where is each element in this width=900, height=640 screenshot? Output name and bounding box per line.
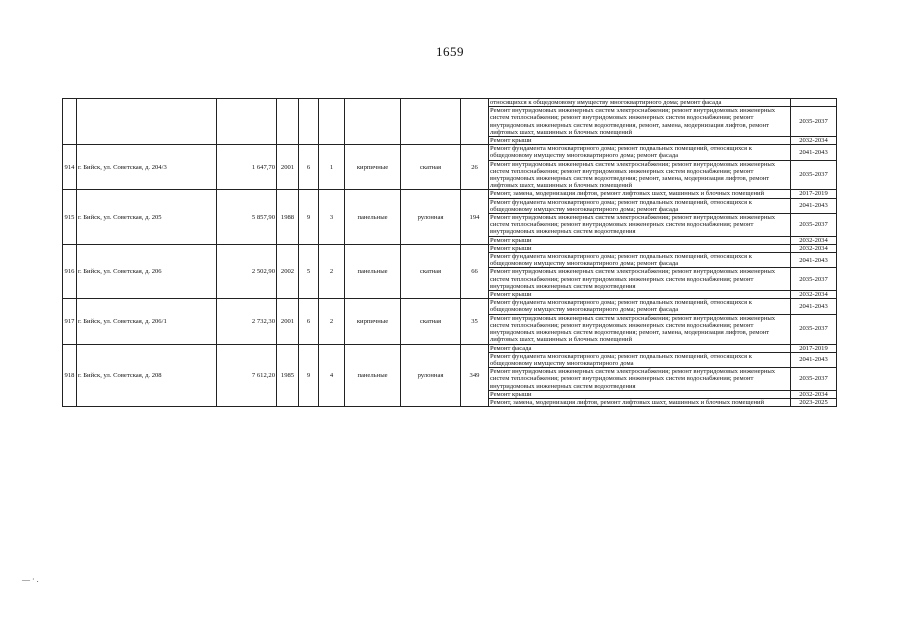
- entrances-cell: 4: [319, 344, 345, 407]
- address-cell: г. Бийск, ул. Советская, д. 206: [77, 244, 217, 298]
- wall-material-cell: панельные: [345, 344, 401, 407]
- wall-material-cell: панельные: [345, 190, 401, 244]
- floors-cell: 6: [299, 145, 319, 190]
- work-type-cell: Ремонт фундамента многоквартирного дома; ремонт подвальных помещений, относящихся к общедомовому имуществу многоквартирного дома: [489, 352, 791, 367]
- wall-material-cell: панельные: [345, 244, 401, 298]
- period-cell: 2032-2034: [791, 137, 837, 145]
- empty-cell: [345, 99, 401, 145]
- empty-cell: [299, 99, 319, 145]
- area-cell: 2 732,30: [217, 299, 277, 344]
- work-type-cell: Ремонт фундамента многоквартирного дома; ремонт подвальных помещений, относящихся к общедомовому имуществу многоквартирного дома; ремонт фасада: [489, 198, 791, 213]
- empty-cell: [63, 99, 77, 145]
- apartments-cell: 26: [461, 145, 489, 190]
- work-type-cell: Ремонт внутридомовых инженерных систем электроснабжения; ремонт внутридомовых инженерных систем теплоснабжения; ремонт внутридомовых инженерных систем водоснабжения; ремонт внутридомовых инженерных систем водоотведения; ремонт, замена, модернизация лифтов, ремонт лифтовых шахт, машинных и блочных помещений: [489, 160, 791, 190]
- period-cell: 2032-2034: [791, 244, 837, 252]
- empty-cell: [461, 99, 489, 145]
- row-number-cell: 915: [63, 190, 77, 244]
- row-number-cell: 917: [63, 299, 77, 344]
- roof-type-cell: скатная: [401, 145, 461, 190]
- year-cell: 2001: [277, 145, 299, 190]
- work-type-cell: Ремонт крыши: [489, 137, 791, 145]
- roof-type-cell: рулонная: [401, 190, 461, 244]
- period-cell: 2017-2019: [791, 344, 837, 352]
- work-type-cell: Ремонт фасада: [489, 344, 791, 352]
- period-cell: 2035-2037: [791, 107, 837, 137]
- work-type-cell: Ремонт внутридомовых инженерных систем электроснабжения; ремонт внутридомовых инженерных систем теплоснабжения; ремонт внутридомовых инженерных систем водоснабжения; ремонт внутридомовых инженерных систем водоотведения, ремонт, замена, модернизация лифтов, ремонт лифтовых шахт, машинных и блочных помещений: [489, 107, 791, 137]
- empty-cell: [77, 99, 217, 145]
- registry-table-container: [62, 98, 837, 407]
- work-type-cell: Ремонт, замена, модернизация лифтов, ремонт лифтовых шахт, машинных и блочных помещений: [489, 190, 791, 198]
- area-cell: 7 612,20: [217, 344, 277, 407]
- work-type-cell: Ремонт крыши: [489, 236, 791, 244]
- year-cell: 1985: [277, 344, 299, 407]
- floors-cell: 6: [299, 299, 319, 344]
- empty-cell: [401, 99, 461, 145]
- address-cell: г. Бийск, ул. Советская, д. 204/3: [77, 145, 217, 190]
- roof-type-cell: скатная: [401, 244, 461, 298]
- work-type-cell: относящихся к общедомовому имуществу многоквартирного дома; ремонт фасада: [489, 99, 791, 107]
- roof-type-cell: рулонная: [401, 344, 461, 407]
- table-row: [63, 190, 837, 198]
- apartments-cell: 35: [461, 299, 489, 344]
- work-type-cell: Ремонт внутридомовых инженерных систем электроснабжения; ремонт внутридомовых инженерных систем теплоснабжения; ремонт внутридомовых инженерных систем водоснабжения; ремонт внутридомовых инженерных систем водоотведения; ремонт, замена, модернизация лифтов, ремонт лифтовых шахт, машинных и блочных помещений: [489, 314, 791, 344]
- work-type-cell: Ремонт фундамента многоквартирного дома; ремонт подвальных помещений, относящихся к общедомовому имуществу многоквартирного дома; ремонт фасада: [489, 299, 791, 314]
- row-number-cell: 918: [63, 344, 77, 407]
- period-cell: 2041-2043: [791, 253, 837, 268]
- apartments-cell: 349: [461, 344, 489, 407]
- table-row: [63, 244, 837, 252]
- row-number-cell: 916: [63, 244, 77, 298]
- period-cell: 2041-2043: [791, 145, 837, 160]
- work-type-cell: Ремонт фундамента многоквартирного дома; ремонт подвальных помещений, относящихся к общедомовому имуществу многоквартирного дома; ремонт фасада: [489, 145, 791, 160]
- empty-cell: [319, 99, 345, 145]
- period-cell: 2041-2043: [791, 352, 837, 367]
- period-cell: 2041-2043: [791, 198, 837, 213]
- address-cell: г. Бийск, ул. Советская, д. 206/1: [77, 299, 217, 344]
- entrances-cell: 2: [319, 299, 345, 344]
- row-number-cell: 914: [63, 145, 77, 190]
- floors-cell: 9: [299, 190, 319, 244]
- address-cell: г. Бийск, ул. Советская, д. 208: [77, 344, 217, 407]
- table-row: [63, 344, 837, 352]
- area-cell: 1 647,70: [217, 145, 277, 190]
- work-type-cell: Ремонт крыши: [489, 244, 791, 252]
- entrances-cell: 1: [319, 145, 345, 190]
- entrances-cell: 3: [319, 190, 345, 244]
- period-cell: 2035-2037: [791, 214, 837, 237]
- table-row: [63, 299, 837, 314]
- work-type-cell: Ремонт, замена, модернизация лифтов, ремонт лифтовых шахт, машинных и блочных помещений: [489, 398, 791, 406]
- empty-cell: [277, 99, 299, 145]
- period-cell: 2041-2043: [791, 299, 837, 314]
- page-number: 1659: [436, 44, 464, 59]
- area-cell: 5 857,90: [217, 190, 277, 244]
- wall-material-cell: кирпичные: [345, 299, 401, 344]
- period-cell: 2035-2037: [791, 160, 837, 190]
- period-cell: 2017-2019: [791, 190, 837, 198]
- address-cell: г. Бийск, ул. Советская, д. 205: [77, 190, 217, 244]
- work-type-cell: Ремонт крыши: [489, 390, 791, 398]
- floors-cell: 9: [299, 344, 319, 407]
- table-row: [63, 99, 837, 107]
- work-type-cell: Ремонт крыши: [489, 291, 791, 299]
- apartments-cell: 194: [461, 190, 489, 244]
- period-cell: 2032-2034: [791, 291, 837, 299]
- wall-material-cell: кирпичные: [345, 145, 401, 190]
- entrances-cell: 2: [319, 244, 345, 298]
- work-type-cell: Ремонт внутридомовых инженерных систем электроснабжения; ремонт внутридомовых инженерных систем теплоснабжения; ремонт внутридомовых инженерных систем водоснабжения; ремонт внутридомовых инженерных систем водоотведения: [489, 368, 791, 391]
- period-cell: 2032-2034: [791, 236, 837, 244]
- table-row: [63, 145, 837, 160]
- year-cell: 2002: [277, 244, 299, 298]
- period-cell: [791, 99, 837, 107]
- period-cell: 2035-2037: [791, 268, 837, 291]
- year-cell: 1988: [277, 190, 299, 244]
- apartments-cell: 66: [461, 244, 489, 298]
- empty-cell: [217, 99, 277, 145]
- roof-type-cell: скатная: [401, 299, 461, 344]
- period-cell: 2035-2037: [791, 368, 837, 391]
- corner-scan-mark: — · .: [22, 575, 39, 584]
- period-cell: 2035-2037: [791, 314, 837, 344]
- registry-table-body: [63, 99, 837, 407]
- registry-table: [62, 98, 837, 407]
- work-type-cell: Ремонт внутридомовых инженерных систем электроснабжения; ремонт внутридомовых инженерных систем теплоснабжения; ремонт внутридомовых инженерных систем водоснабжения; ремонт внутридомовых инженерных систем водоотведения: [489, 268, 791, 291]
- floors-cell: 5: [299, 244, 319, 298]
- work-type-cell: Ремонт внутридомовых инженерных систем электроснабжения; ремонт внутридомовых инженерных систем теплоснабжения; ремонт внутридомовых инженерных систем водоснабжения; ремонт внутридомовых инженерных систем водоотведения: [489, 214, 791, 237]
- work-type-cell: Ремонт фундамента многоквартирного дома; ремонт подвальных помещений, относящихся к общедомовому имуществу многоквартирного дома; ремонт фасада: [489, 253, 791, 268]
- period-cell: 2023-2025: [791, 398, 837, 406]
- period-cell: 2032-2034: [791, 390, 837, 398]
- year-cell: 2001: [277, 299, 299, 344]
- area-cell: 2 502,90: [217, 244, 277, 298]
